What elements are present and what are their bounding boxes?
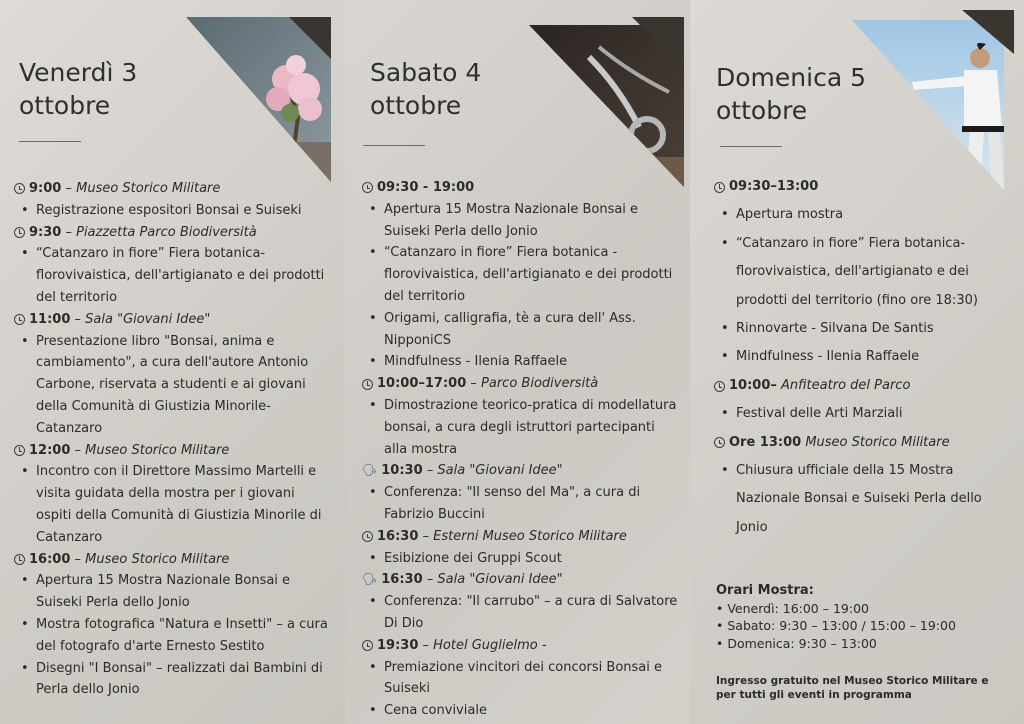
hours-line: • Domenica: 9:30 – 13:00: [716, 635, 877, 651]
slot-time: 16:30: [381, 572, 423, 588]
clock-icon: [14, 183, 25, 194]
slot-time: Ore 13:00: [729, 434, 802, 450]
time-slot: [362, 526, 682, 548]
clock-icon: [14, 314, 25, 325]
slot-time: 19:30: [377, 637, 419, 653]
event-item: • Festival delle Arti Marziali: [714, 400, 1014, 428]
event-item: • “Catanzaro in fiore” Fiera botanica-florovivaistica, dell'artigianato e dei prodotti del territorio (fino ore 18:30): [714, 230, 1014, 315]
title-divider: [720, 146, 782, 147]
time-slot: [714, 372, 1014, 400]
slot-time: 11:00: [29, 311, 71, 327]
clock-icon: [362, 531, 373, 542]
slot-separator: –: [61, 224, 77, 240]
event-item: • Premiazione vincitori dei concorsi Bonsai e Suiseki: [362, 657, 682, 701]
day-title-venerdi: Venerdì 3 ottobre: [19, 58, 138, 120]
slot-location: Piazzetta Parco Biodiversità: [76, 224, 257, 240]
event-item: • Disegni "I Bonsai" – realizzati dai Bambini di Perla dello Jonio: [14, 658, 334, 702]
slot-location: Museo Storico Militare: [85, 442, 230, 458]
slot-time: 9:00: [29, 181, 62, 196]
hours-title: Orari Mostra:: [716, 583, 814, 598]
slot-location: Hotel Guglielmo -: [433, 637, 547, 653]
event-item: • Conferenza: "Il carrubo" – a cura di Salvatore Di Dio: [362, 591, 682, 635]
exhibition-hours: [716, 582, 956, 652]
event-item: • Esibizione dei Gruppi Scout: [362, 548, 682, 570]
slot-separator: –: [70, 311, 86, 327]
time-slot: [362, 569, 682, 591]
slot-location: Sala "Giovani Idee": [437, 572, 563, 588]
bonsai-photo: [186, 17, 331, 182]
event-item: • Cena conviviale: [362, 700, 682, 722]
slot-separator: –: [70, 442, 86, 458]
time-slot: [14, 309, 334, 331]
schedule-sabato: [362, 177, 682, 722]
slot-time: 09:30 - 19:00: [377, 180, 475, 195]
schedule-domenica: [714, 173, 1014, 542]
clock-icon: [362, 640, 373, 651]
event-item: • Rinnovarte - Silvana De Santis: [714, 315, 1014, 343]
title-divider: [19, 141, 81, 142]
event-item: • “Catanzaro in fiore” Fiera botanica -florovivaistica, dell'artigianato e dei prodotti del territorio: [362, 242, 682, 307]
slot-time: 12:00: [29, 442, 71, 458]
time-slot: [362, 373, 682, 395]
time-slot: [14, 440, 334, 462]
slot-separator: –: [61, 181, 77, 196]
time-slot: [714, 429, 1014, 457]
event-item: • Apertura mostra: [714, 201, 1014, 229]
slot-time: 10:00–17:00: [377, 376, 467, 392]
event-item: • “Catanzaro in fiore” Fiera botanica-florovivaistica, dell'artigianato e dei prodotti del territorio: [14, 243, 334, 308]
clock-icon: [714, 437, 725, 448]
slot-location: Parco Biodiversità: [481, 376, 599, 392]
event-item: • Incontro con il Direttore Massimo Martelli e visita guidata della mostra per i giovani ospiti della Comunità di Giustizia Minorile di Catanzaro: [14, 461, 334, 548]
slot-time: 10:30: [381, 463, 423, 479]
title-divider: [363, 145, 425, 146]
slot-time: 9:30: [29, 224, 62, 240]
schedule-venerdi: [14, 178, 334, 701]
event-item: • Mindfulness - Ilenia Raffaele: [714, 343, 1014, 371]
time-slot: [714, 173, 1014, 201]
event-item: • Chiusura ufficiale della 15 Mostra Nazionale Bonsai e Suiseki Perla dello Jonio: [714, 457, 1014, 542]
clock-icon: [362, 182, 373, 193]
event-item: • Apertura 15 Mostra Nazionale Bonsai e Suiseki Perla dello Jonio: [362, 199, 682, 243]
time-slot: [362, 635, 682, 657]
clock-icon: [14, 227, 25, 238]
slot-location: Esterni Museo Storico Militare: [433, 528, 627, 544]
free-entry-note: Ingresso gratuito nel Museo Storico Militare e per tutti gli eventi in programma: [716, 675, 989, 701]
slot-separator: –: [418, 528, 434, 544]
time-slot: [14, 222, 334, 244]
clock-icon: [14, 445, 25, 456]
hours-line: • Sabato: 9:30 – 13:00 / 15:00 – 19:00: [716, 618, 956, 633]
clock-icon: [362, 379, 373, 390]
slot-separator: –: [466, 376, 482, 392]
clock-icon: [14, 554, 25, 565]
slot-location: Sala "Giovani Idee": [437, 463, 563, 479]
time-slot: [362, 460, 682, 482]
karate-photo: [852, 10, 1014, 190]
slot-location: Museo Storico Militare: [85, 551, 230, 567]
event-item: • Dimostrazione teorico-pratica di modellatura bonsai, a cura degli istruttori partecipanti alla mostra: [362, 395, 682, 460]
clock-icon: [714, 182, 725, 193]
slot-separator: –: [70, 551, 86, 567]
clock-icon: [714, 381, 725, 392]
slot-time: 16:00: [29, 551, 71, 567]
event-item: • Apertura 15 Mostra Nazionale Bonsai e Suiseki Perla dello Jonio: [14, 570, 334, 614]
slot-separator: –: [422, 463, 438, 479]
slot-time: 09:30–13:00: [729, 179, 819, 194]
bonsai-tools-photo: [529, 17, 684, 187]
day-title-sabato: Sabato 4 ottobre: [370, 58, 482, 120]
slot-location: Museo Storico Militare: [76, 181, 221, 196]
slot-time: 10:00–: [729, 377, 777, 393]
slot-separator: –: [422, 572, 438, 588]
event-item: • Conferenza: "Il senso del Ma", a cura di Fabrizio Buccini: [362, 482, 682, 526]
slot-location: Sala "Giovani Idee": [85, 311, 211, 327]
day-title-domenica: Domenica 5 ottobre: [716, 63, 866, 125]
event-item: • Registrazione espositori Bonsai e Suiseki: [14, 200, 334, 222]
speech-icon: 🗣: [362, 463, 378, 478]
slot-separator: –: [418, 637, 434, 653]
event-item: • Origami, calligrafia, tè a cura dell' Ass. NipponiCS: [362, 308, 682, 352]
time-slot: [14, 549, 334, 571]
hours-line: • Venerdì: 16:00 – 19:00: [716, 600, 869, 616]
speech-icon: 🗣: [362, 572, 378, 587]
slot-time: 16:30: [377, 528, 419, 544]
time-slot: [362, 177, 682, 199]
slot-location: Museo Storico Militare: [805, 434, 950, 450]
event-item: • Mindfulness - Ilenia Raffaele: [362, 351, 682, 373]
event-item: • Mostra fotografica "Natura e Insetti" – a cura del fotografo d'arte Ernesto Sestito: [14, 614, 334, 658]
time-slot: [14, 178, 334, 200]
slot-location: Anfiteatro del Parco: [781, 377, 911, 393]
event-item: • Presentazione libro "Bonsai, anima e cambiamento", a cura dell'autore Antonio Carbone, riservata a studenti e ai giovani della Comunità di Giustizia Minorile-Catanzaro: [14, 331, 334, 440]
